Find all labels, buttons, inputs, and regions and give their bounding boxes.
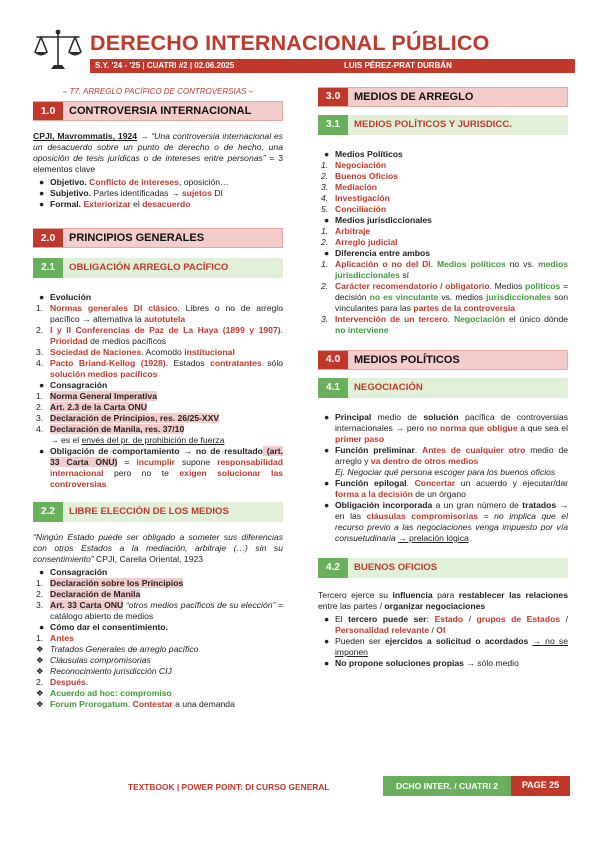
elements-list [33, 177, 283, 210]
section-title: MEDIOS POLÍTICOS [348, 351, 567, 369]
quote-paragraph: “Ningún Estado puede ser obligado a someter sus diferencias con otros Estados a la mediación, arbitraje (…) sin su consentimiento” CPJI, Carelia Oriental, 1923 [33, 532, 283, 565]
list-item: ● Obligación de comportamiento → no de resultado (art. 33 Carta ONU) = incumplir supone responsabilidad internacional pero no te exigen solucionar las controversias [39, 446, 284, 490]
definition-paragraph: CPJI, Mavrommatis, 1924 → “Una controversia internacional es un desacuerdo sobre un punto de derecho o de hecho, una oposición de tesis jurídicas o de intereses entre personas” = 3 elementos clave [33, 131, 284, 175]
list-item: ❖ Tratados Generales de arreglo pacífico [36, 644, 199, 655]
list-item: 1. Norma General Imperativa [36, 391, 157, 402]
list-item: 1. Declaración sobre los Principios [36, 578, 184, 589]
subsection-number: 2.2 [33, 502, 63, 522]
section-number: 4.0 [318, 351, 348, 369]
scales-of-justice-icon [32, 28, 84, 72]
evolution-list [33, 292, 283, 490]
subsection-number: 3.1 [318, 115, 348, 135]
list-item: 3. Declaración de Principios, res. 26/25-XXV [36, 413, 220, 424]
means-list [318, 149, 568, 336]
list-item: 5. Conciliación [321, 204, 387, 214]
list-item: 2. Declaración de Manila [36, 589, 141, 600]
section-3-heading [318, 87, 568, 107]
list-item: ❖ Cláusulas compromisorias [36, 655, 151, 666]
subsection-title: BUENOS OFICIOS [348, 558, 568, 578]
list-item: ● Formal. Exteriorizar el desacuerdo [39, 199, 191, 210]
page-number: PAGE 25 [511, 776, 570, 796]
section-4-heading [318, 350, 568, 370]
topic-heading: – T7. ARREGLO PACÍFICO DE CONTROVERSIAS – [62, 87, 254, 96]
list-item: ● Obligación incorporada a un gran número de tratados → en las cláusulas compromisorias = no implica que el recurso previo a las negociaciones venga impuesto por vía consuetudinaria → prelación lógica [324, 500, 569, 543]
list-item: 4. Declaración de Manila, res. 37/10 [36, 424, 185, 435]
list-item: 2. Art. 2.3 de la Carta ONU [36, 402, 147, 413]
list-item: 4. Investigación [321, 193, 390, 203]
list-item: 2. Arreglo judicial [321, 237, 398, 247]
list-item: ● Consagración [39, 380, 108, 391]
left-column [33, 87, 283, 710]
list-item: 1. Antes [36, 633, 74, 644]
list-item: ❖ Acuerdo ad hoc: compromiso [36, 688, 172, 699]
section-title: CONTROVERSIA INTERNACIONAL [63, 102, 282, 120]
list-item: ● El tercero puede ser: Estado / grupos de Estados / Personalidad relevante / OI [324, 614, 569, 635]
page-header [30, 28, 575, 76]
list-item: 1. Negociación [321, 160, 387, 170]
list-item: ● Cómo dar el consentimiento. [39, 622, 168, 633]
document-title: DERECHO INTERNACIONAL PÚBLICO [90, 31, 490, 55]
list-item: ❖ Forum Prorogatum. Contestar a una demanda [36, 699, 235, 710]
list-item: ● Medios jurisdiccionales [324, 215, 432, 225]
document-meta-bar [90, 59, 575, 73]
list-item: ● Principal medio de solución pacífica de controversias internacionales → pero no norma que obligue a que sea el primer paso [324, 412, 568, 444]
list-item: ● Consagración [39, 567, 108, 578]
list-item: ❖ Reconocimiento jurisdicción CIJ [36, 666, 172, 677]
list-item: ● Función preliminar. Antes de cualquier otro medio de arreglo y va dentro de otros medios Ej. Negociar qué persona escoger para los buenos oficios [324, 445, 569, 477]
list-item: ● Evolución [39, 292, 92, 303]
subsection-number: 4.2 [318, 558, 348, 578]
good-offices-paragraph: Tercero ejerce su influencia para restablecer las relaciones entre las partes / organizar negociaciones [318, 590, 568, 611]
section-title: MEDIOS DE ARREGLO [348, 88, 567, 106]
list-item: ● No propone soluciones propias → sólo medio [324, 658, 519, 668]
subsection-title: OBLIGACIÓN ARREGLO PACÍFICO [63, 258, 283, 278]
section-title: PRINCIPIOS GENERALES [63, 229, 282, 247]
list-item: ● Pueden ser ejercidos a solicitud o acordados → no se imponen [324, 636, 568, 657]
list-item: ● Objetivo. Conflicto de intereses, oposición… [39, 177, 229, 188]
list-item: 2. Después. [36, 677, 89, 688]
list-item: 2. Carácter recomendatorio / obligatorio. Medios políticos = decisión no es vinculante vs. medios jurisdiccionales son vinculantes para las partes de la controversia [321, 281, 569, 313]
election-list [33, 567, 283, 710]
section-number: 2.0 [33, 229, 63, 247]
subsection-title: LIBRE ELECCIÓN DE LOS MEDIOS [63, 502, 283, 522]
author-name: LUIS PÉREZ-PRAT DURBÁN [344, 61, 452, 70]
section-1-heading [33, 101, 283, 121]
subsection-number: 2.1 [33, 258, 63, 278]
right-column [318, 87, 568, 669]
list-item: ● Subjetivo. Partes identificadas → sujetos DI [39, 188, 223, 199]
section-2-heading [33, 228, 283, 248]
subsection-2-1-heading [33, 258, 283, 278]
list-item: 3. Intervención de un tercero. Negociación el único dónde no interviene [321, 314, 569, 335]
list-item: 1. Normas generales DI clásico. Libres o no de arreglo pacífico → alternativa la autotutela [36, 303, 283, 325]
list-item: 3. Mediación [321, 182, 378, 192]
footer-course-tag: DCHO INTER. / CUATRI 2 [383, 776, 511, 796]
list-item: 3. Sociedad de Naciones. Acomodo institucional [36, 347, 235, 358]
list-item: 2. I y II Conferencias de Paz de La Haya (1899 y 1907). Prioridad de medios pacíficos [36, 325, 283, 347]
section-number: 1.0 [33, 102, 63, 120]
list-item: ● Diferencia entre ambos [324, 248, 431, 258]
list-item: → es el envés del pr. de prohibición de fuerza [50, 435, 225, 446]
subsection-3-1-heading [318, 115, 568, 135]
subsection-title: NEGOCIACIÓN [348, 378, 568, 398]
list-item: 3. Art. 33 Carta ONU “otros medios pacíficos de su elección” = catálogo abierto de medios [36, 600, 284, 622]
page-footer [30, 776, 570, 796]
list-item: 4. Pacto Briand-Kellog (1928). Estados contratantes sólo solución medios pacíficos [36, 358, 284, 380]
subsection-4-2-heading [318, 558, 568, 578]
subsection-title: MEDIOS POLÍTICOS Y JURISDICC. [348, 115, 568, 135]
negotiation-list [318, 412, 568, 544]
subsection-2-2-heading [33, 502, 283, 522]
course-info: S.Y. '24 - '25 | CUATRI #2 | 02.06.2025 [95, 61, 235, 70]
list-item: 2. Buenos Oficios [321, 171, 399, 181]
list-item: 1. Arbitraje [321, 226, 371, 236]
subsection-4-1-heading [318, 378, 568, 398]
subsection-number: 4.1 [318, 378, 348, 398]
section-number: 3.0 [318, 88, 348, 106]
list-item: ● Función epilogal. Concertar un acuerdo y ejecutar/dar forma a la decisión de un órgano [324, 478, 568, 499]
footer-sources: TEXTBOOK | POWER POINT: DI CURSO GENERAL [128, 782, 330, 792]
good-offices-list [318, 614, 568, 669]
list-item: 1. Aplicación o no del DI. Medios políticos no vs. medios jurisdiccionales sí [321, 259, 569, 280]
list-item: ● Medios Políticos [324, 149, 403, 159]
